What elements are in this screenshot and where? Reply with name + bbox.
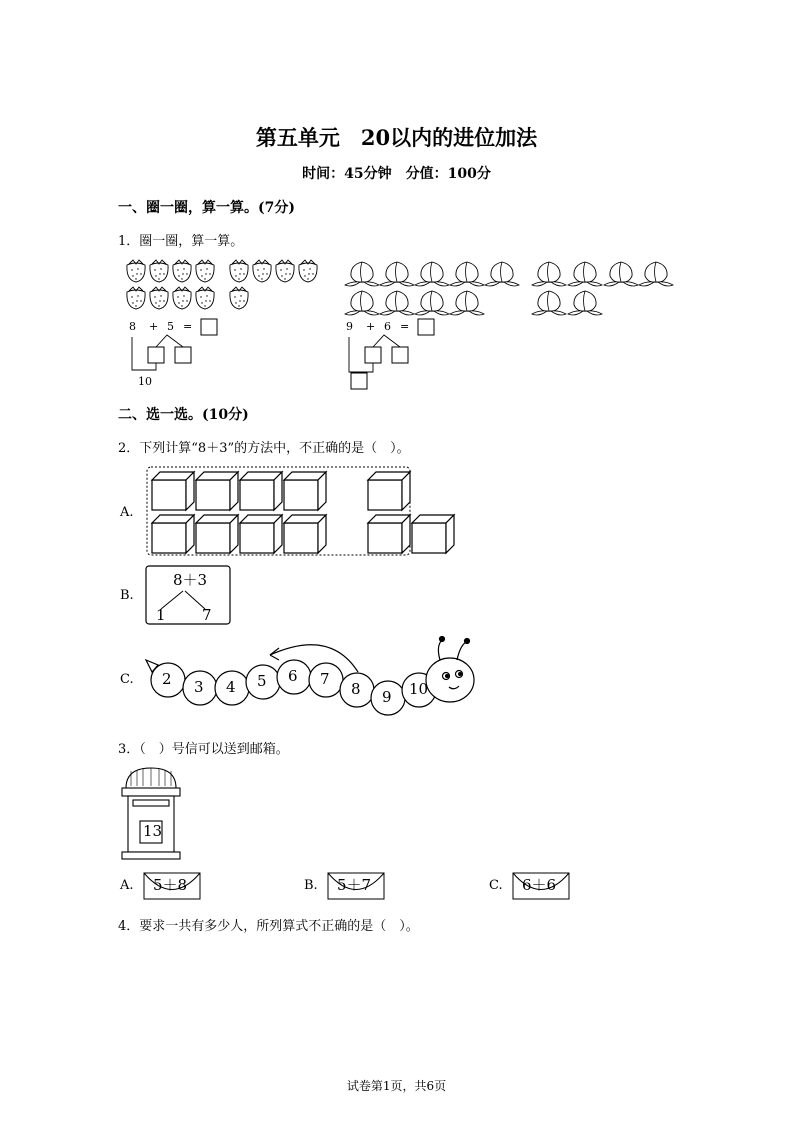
split-top: 8＋3 (173, 571, 208, 589)
left-equals: = (183, 320, 193, 333)
envelope-b-expr: 5＋7 (337, 876, 372, 894)
q3-option-a-label[interactable]: A. (120, 878, 134, 893)
envelope-c-expr: 6＋6 (522, 876, 557, 894)
caterpillar-segment: 7 (320, 670, 330, 688)
split-left: 1 (156, 606, 166, 624)
caterpillar-segment: 4 (226, 678, 236, 696)
question-3-prompt: 3．（ ）号信可以送到邮箱。 (118, 742, 289, 757)
right-equals: = (400, 320, 410, 333)
mailbox-number: 13 (143, 822, 163, 840)
split-box-left-2[interactable] (175, 347, 191, 363)
page-title: 第五单元 20以内的进位加法 (255, 125, 538, 150)
question-4-prompt: 4．要求一共有多少人，所列算式不正确的是（ ）。 (118, 919, 419, 934)
section-1-heading: 一、圈一圈，算一算。(7分) (118, 200, 295, 216)
page-footer: 试卷第1页，共6页 (346, 1079, 447, 1093)
question-2-prompt: 2．下列计算“8＋3”的方法中，不正确的是（ ）。 (118, 441, 410, 456)
caterpillar-segment: 8 (351, 680, 361, 698)
caterpillar-segment: 2 (162, 670, 172, 688)
right-plus: + (366, 320, 376, 333)
section-2-heading: 二、选一选。(10分) (118, 407, 249, 423)
caterpillar-segment: 5 (257, 672, 267, 690)
strawberry-group-8 (127, 260, 214, 309)
answer-box-left[interactable] (201, 319, 217, 335)
left-addend-a: 8 (129, 320, 136, 333)
ten-box-right[interactable] (351, 373, 367, 389)
caterpillar-segment: 10 (409, 680, 429, 698)
left-addend-b: 5 (167, 320, 174, 333)
mailbox (122, 768, 180, 859)
answer-box-right[interactable] (418, 319, 434, 335)
left-ten-label: 10 (138, 375, 152, 388)
cube-set (152, 472, 454, 553)
split-box-left-1[interactable] (148, 347, 164, 363)
exam-meta: 时间：45分钟 分值：100分 (302, 166, 491, 182)
q2-option-a-label[interactable]: A. (120, 505, 134, 520)
peach-group-6 (532, 262, 673, 315)
envelope-a-expr: 5＋8 (153, 876, 188, 894)
q2-option-b-label[interactable]: B. (120, 588, 134, 603)
caterpillar-segment: 6 (288, 667, 298, 685)
question-1-prompt: 1．圈一圈，算一算。 (118, 234, 244, 249)
peach-group-9 (345, 262, 519, 315)
right-addend-a: 9 (346, 320, 353, 333)
caterpillar-segment: 9 (382, 688, 392, 706)
caterpillar (146, 637, 474, 716)
split-box-right-2[interactable] (392, 347, 408, 363)
left-plus: + (149, 320, 159, 333)
strawberry-group-5 (230, 260, 317, 309)
q3-option-c-label[interactable]: C. (489, 878, 503, 893)
q3-option-b-label[interactable]: B. (304, 878, 318, 893)
q2-option-c-label[interactable]: C. (120, 672, 134, 687)
split-box-right-1[interactable] (365, 347, 381, 363)
caterpillar-segment: 3 (194, 678, 204, 696)
split-right: 7 (202, 606, 212, 624)
right-addend-b: 6 (384, 320, 391, 333)
